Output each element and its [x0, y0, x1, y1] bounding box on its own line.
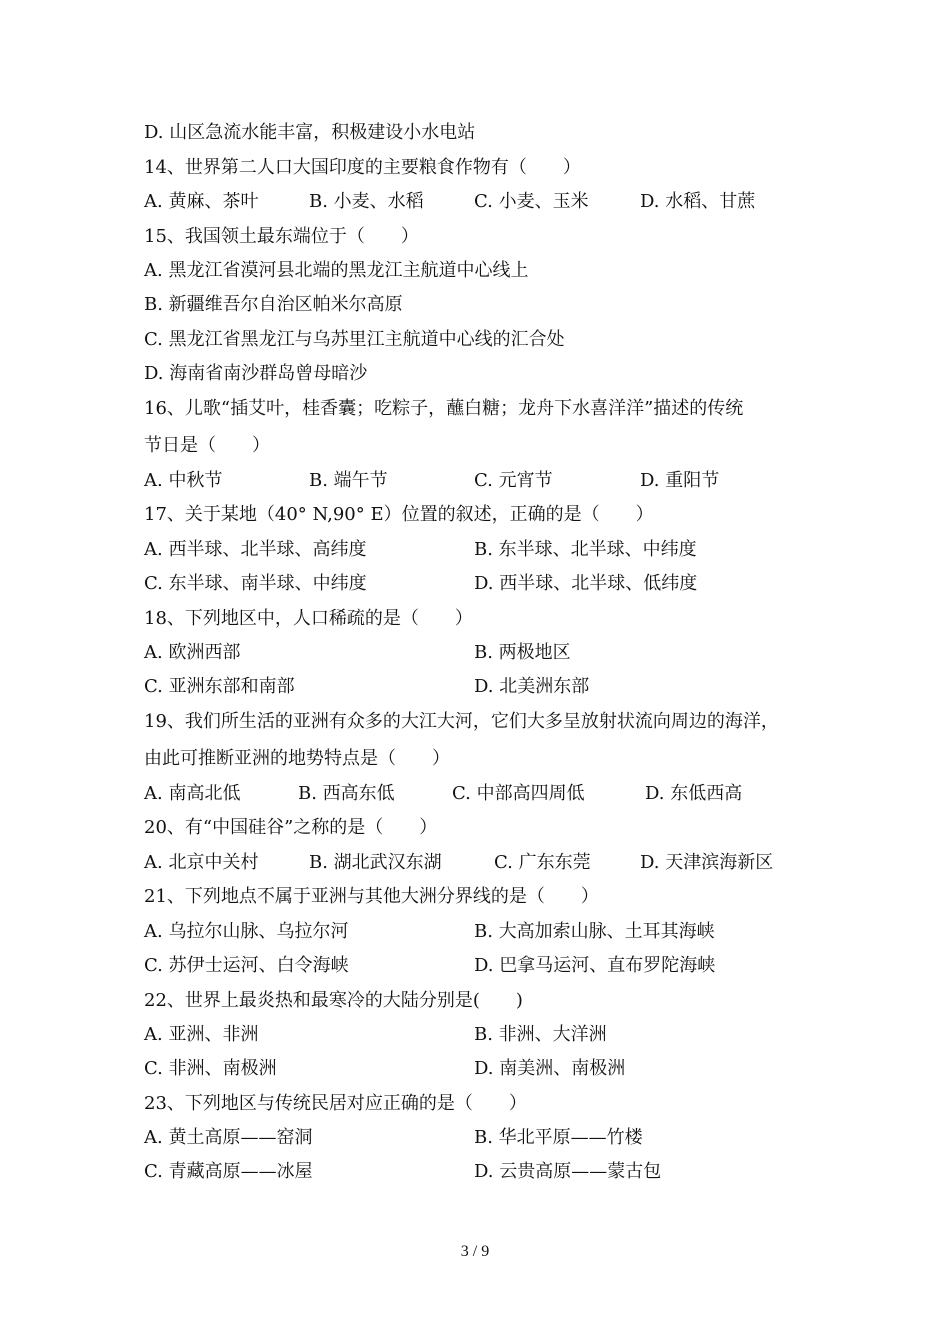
q20-stem: 20、有“中国硅谷”之称的是（ ） [144, 817, 438, 838]
q19-option-a: A. 南高北低 [144, 783, 241, 804]
q22-options-row1 [144, 1024, 607, 1046]
q17-options-row2 [144, 573, 698, 595]
page-number: 3 / 9 [460, 1243, 490, 1260]
q21-option-c: C. 苏伊士运河、白令海峡 [144, 955, 349, 976]
q20-option-d: D. 天津滨海新区 [640, 852, 774, 873]
q21-stem: 21、下列地点不属于亚洲与其他大洲分界线的是（ ） [144, 886, 599, 907]
q14-option-c: C. 小麦、玉米 [474, 191, 589, 212]
q20-option-c: C. 广东东莞 [494, 852, 591, 873]
q18-option-d: D. 北美洲东部 [474, 676, 590, 697]
q22-stem: 22、世界上最炎热和最寒冷的大陆分别是( ) [144, 990, 523, 1011]
q16-option-a: A. 中秋节 [144, 470, 223, 491]
q18-options-row2 [144, 676, 590, 698]
q18-option-a: A. 欧洲西部 [144, 642, 241, 663]
q13-option-d: D. 山区急流水能丰富，积极建设小水电站 [144, 122, 476, 143]
q18-option-b: B. 两极地区 [474, 642, 571, 663]
q23-option-b: B. 华北平原——竹楼 [474, 1127, 643, 1148]
q22-options-row2 [144, 1058, 626, 1080]
q18-stem: 18、下列地区中，人口稀疏的是（ ） [144, 608, 473, 629]
q15-option-d: D. 海南省南沙群岛曾母暗沙 [144, 363, 368, 384]
q17-option-a: A. 西半球、北半球、高纬度 [144, 539, 367, 560]
q21-option-b: B. 大高加索山脉、土耳其海峡 [474, 921, 715, 942]
q14-options [144, 191, 756, 213]
q22-option-a: A. 亚洲、非洲 [144, 1024, 259, 1045]
q22-option-d: D. 南美洲、南极洲 [474, 1058, 626, 1079]
q23-stem: 23、下列地区与传统民居对应正确的是（ ） [144, 1093, 527, 1114]
q17-option-b: B. 东半球、北半球、中纬度 [474, 539, 697, 560]
q15-stem: 15、我国领土最东端位于（ ） [144, 226, 419, 247]
q23-option-d: D. 云贵高原——蒙古包 [474, 1161, 662, 1182]
q20-option-a: A. 北京中关村 [144, 852, 259, 873]
q19-options [144, 783, 743, 805]
q23-options-row1 [144, 1127, 643, 1149]
q14-option-b: B. 小麦、水稻 [309, 191, 424, 212]
q16-option-b: B. 端午节 [309, 470, 388, 491]
q19-stem-line1: 19、我们所生活的亚洲有众多的大江大河，它们大多呈放射状流向周边的海洋， [144, 711, 779, 732]
q21-option-d: D. 巴拿马运河、直布罗陀海峡 [474, 955, 716, 976]
q14-option-d: D. 水稻、甘蔗 [640, 191, 756, 212]
q21-options-row2 [144, 955, 716, 977]
q14-option-a: A. 黄麻、茶叶 [144, 191, 259, 212]
q16-option-c: C. 元宵节 [474, 470, 553, 491]
q17-option-d: D. 西半球、北半球、低纬度 [474, 573, 698, 594]
q19-option-b: B. 西高东低 [298, 783, 395, 804]
q20-options [144, 852, 774, 874]
q16-option-d: D. 重阳节 [640, 470, 720, 491]
q16-stem-line2: 节日是（ ） [144, 435, 270, 456]
q17-option-c: C. 东半球、南半球、中纬度 [144, 573, 367, 594]
q17-stem: 17、关于某地（40° N,90° E）位置的叙述，正确的是（ ） [144, 504, 654, 525]
q15-option-c: C. 黑龙江省黑龙江与乌苏里江主航道中心线的汇合处 [144, 329, 565, 350]
q23-options-row2 [144, 1161, 662, 1183]
q19-stem-line2: 由此可推断亚洲的地势特点是（ ） [144, 748, 450, 769]
q17-options-row1 [144, 539, 697, 561]
q18-options-row1 [144, 642, 571, 664]
q22-option-c: C. 非洲、南极洲 [144, 1058, 277, 1079]
q16-options [144, 470, 720, 492]
q22-option-b: B. 非洲、大洋洲 [474, 1024, 607, 1045]
q15-option-a: A. 黑龙江省漠河县北端的黑龙江主航道中心线上 [144, 260, 529, 281]
q23-option-a: A. 黄土高原——窑洞 [144, 1127, 313, 1148]
q14-stem: 14、世界第二人口大国印度的主要粮食作物有（ ） [144, 157, 581, 178]
q16-stem-line1: 16、儿歌“插艾叶，桂香囊；吃粽子，蘸白糖；龙舟下水喜洋洋”描述的传统 [144, 398, 744, 419]
q19-option-d: D. 东低西高 [645, 783, 743, 804]
q20-option-b: B. 湖北武汉东湖 [309, 852, 442, 873]
q21-option-a: A. 乌拉尔山脉、乌拉尔河 [144, 921, 349, 942]
q19-option-c: C. 中部高四周低 [452, 783, 585, 804]
q21-options-row1 [144, 921, 715, 943]
q18-option-c: C. 亚洲东部和南部 [144, 676, 295, 697]
q23-option-c: C. 青藏高原——冰屋 [144, 1161, 313, 1182]
q15-option-b: B. 新疆维吾尔自治区帕米尔高原 [144, 294, 403, 315]
